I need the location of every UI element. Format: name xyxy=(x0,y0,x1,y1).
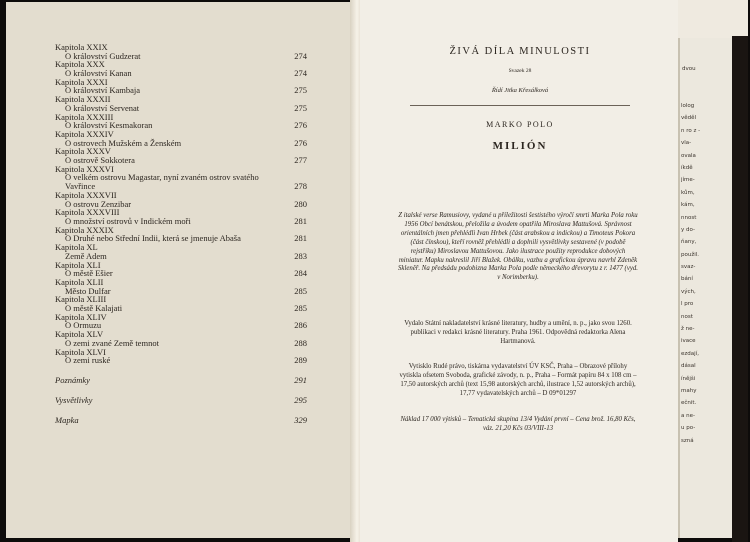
flap-text-line: ečnit. xyxy=(681,400,697,407)
flap-text-line: ňany, xyxy=(681,239,697,246)
toc-entry-text: O velkém ostrovu Magastar, nyní zvaném ostrov svatého xyxy=(65,172,259,183)
flap-text-line: dásal xyxy=(681,363,696,370)
toc-entry-text: O království Gudzerat xyxy=(65,50,141,61)
toc-entry-text: O zemi zvané Země temnot xyxy=(65,337,159,348)
toc-page-number: 281 xyxy=(294,233,307,244)
toc-entry-text: Vavřince xyxy=(65,181,96,192)
flap-text-line: ž ne- xyxy=(681,326,695,333)
toc-entry-text: Kapitola XLIV xyxy=(55,311,107,322)
toc-entry-text: Poznámky xyxy=(55,375,90,385)
toc-entry-text: O království Kesmakoran xyxy=(65,120,153,131)
toc-entry-text: O ostrovech Mužském a Ženském xyxy=(65,137,182,148)
toc-page-number: 286 xyxy=(294,320,307,331)
flap-text-line: ezdají, xyxy=(681,350,699,357)
toc-page-number: 288 xyxy=(294,337,307,348)
flap-text-line: vla- xyxy=(681,140,692,147)
toc-entry-text: Město Dulfar xyxy=(65,285,111,296)
flap-text-line: věděl xyxy=(681,115,697,122)
colophon-printer: Vytisklo Rudé právo, tiskárna vydavatelství ÚV KSČ, Praha – Obrazové přílohy vytiskla ofsetem Svoboda, grafické závody, n. p., Praha – Formát papíru 84 x 108 cm – 17,50 autorských archů (text 15,98 autorských archů, ilustrace 1,52 autorských archů), 17,77 vydavatelských archů – D 09*01297 xyxy=(399,363,637,397)
toc-page-number: 275 xyxy=(294,102,307,113)
toc-page-number: 277 xyxy=(294,155,307,165)
flap-text-line: nnost xyxy=(681,214,697,221)
jacket-flap-top xyxy=(678,0,748,40)
toc-page-number: 291 xyxy=(294,375,307,385)
toc-entry-text: Kapitola XXXIX xyxy=(55,224,114,235)
flap-text-line: ínějši xyxy=(681,375,696,382)
toc-page-number: 285 xyxy=(294,303,307,313)
flap-text-line: u po- xyxy=(681,425,696,432)
toc-entry-text: Kapitola XLIII xyxy=(55,294,107,305)
toc-page-number: 276 xyxy=(294,137,307,148)
toc-page-number: 276 xyxy=(294,120,307,131)
flap-text-line: vých, xyxy=(681,288,696,295)
flap-text-line: nost xyxy=(681,313,693,320)
toc-page-number: 285 xyxy=(294,285,307,296)
flap-text-line: a ne- xyxy=(681,412,695,419)
toc-entry-text: Kapitola XXXII xyxy=(55,94,111,105)
toc-entry-text: Vysvětlivky xyxy=(55,394,93,405)
series-title: ŽIVÁ DÍLA MINULOSTI xyxy=(449,46,591,57)
colophon-edition: Náklad 17 000 výtisků – Tematická skupina 13/4 Vydání první – Cena brož. 16,80 Kčs, váz. 21,20 Kčs 03/VIII-13 xyxy=(400,416,636,432)
author-name: MARKO POLO xyxy=(486,120,554,129)
flap-text-line: mahy xyxy=(681,387,697,394)
toc-page-number: 281 xyxy=(294,216,307,226)
flap-text xyxy=(681,100,733,447)
toc-entry-text: O Ormuzu xyxy=(65,320,102,331)
toc-entry-text: Kapitola XLVI xyxy=(55,346,106,357)
toc-page-number: 278 xyxy=(294,181,307,192)
flap-text-line: použil. xyxy=(681,251,700,258)
toc-entry-text: O zemi ruské xyxy=(65,355,111,366)
toc-section-entry xyxy=(55,395,307,406)
flap-text-line: n ro z - xyxy=(681,127,701,134)
flap-text-line: ivace xyxy=(681,338,696,345)
flap-text-line: íkdě xyxy=(681,164,693,171)
toc-entry-text: O království Kanan xyxy=(65,68,132,78)
toc-page-number: 283 xyxy=(294,250,307,261)
flap-text-line: svaz- xyxy=(681,264,696,271)
toc-page-number: 274 xyxy=(294,68,307,78)
toc-entry-text: Kapitola XLI xyxy=(55,259,101,270)
flap-text-line: kům, xyxy=(681,189,695,196)
toc-entry-text: O ostrovu Zenzibar xyxy=(65,198,132,209)
colophon-translation: Z italské verse Ramusiovy, vydané u příležitosti šestistého výročí smrti Marka Pola roku 1956 Obcí benátskou, přeložila a úvodem opatřila Miroslava Mattušová. Správnost orientálních jmen přehlédli Ivan Hrbek (část arabskou a indickou) a Timoteus Pokora (část čínskou), kteří rovněž přehlédli a doplnili vysvětlivky sestavené (v podobě rejstříku) Miroslavou Mattušovou. Jako ilustrace použity reprodukce dobových miniatur. Mapku nakreslil Jiří Blažek. Obálku, vazbu a grafickou úpravu navrhl Zdeněk Skleněř. Na předsádu podobizna Marka Pola podle německého dřevorytu z r. 1477 (vyd. v Norimberku). xyxy=(398,212,638,282)
toc-entry-text: Země Adem xyxy=(65,250,107,261)
flap-text-line: y do- xyxy=(681,226,695,233)
flap-text-line: bání xyxy=(681,276,693,283)
colophon-publisher: Vydalo Státní nakladatelství krásné literatury, hudby a umění, n. p., jako svou 1260. publikaci v redakci krásné literatury. Praha 1961. Odpovědná redaktorka Alena Hartmanová. xyxy=(404,320,632,345)
toc-page-number: 295 xyxy=(294,394,307,405)
toc-entry-text: Kapitola XLII xyxy=(55,277,104,287)
toc-section-entry xyxy=(55,375,307,386)
toc-entry-text: Kapitola XXXVI xyxy=(55,163,114,174)
toc-entry-text: Kapitola XXXI xyxy=(55,76,108,87)
toc-entry-text: O městě Kalajati xyxy=(65,303,123,313)
toc-entry-text: Mapka xyxy=(55,414,79,425)
toc-entry-text: O množství ostrovů v Indickém moři xyxy=(65,216,191,226)
toc-entry xyxy=(55,355,307,366)
toc-entry-text: Kapitola XXX xyxy=(55,59,105,70)
flap-text-line: ovala xyxy=(681,152,696,159)
book-title: MILIÓN xyxy=(492,140,548,152)
toc-page-number: 329 xyxy=(294,414,307,425)
toc-page-number: 274 xyxy=(294,50,307,61)
toc-entry-text: O Druhé nebo Střední Indii, která se jmenuje Abaša xyxy=(65,233,241,244)
flap-top-text: dvou xyxy=(682,66,696,72)
flap-text-line: jíme- xyxy=(681,177,695,184)
flap-text-line: lolog xyxy=(681,103,695,109)
toc-entry-text: Kapitola XLV xyxy=(55,329,104,340)
toc-section-entry xyxy=(55,415,307,426)
toc-entry-text: O ostrově Sokkotera xyxy=(65,155,135,165)
series-editor: Řídí Jitka Křesálková xyxy=(491,87,549,94)
jacket-flap-edge xyxy=(732,36,748,542)
toc-entry-text: Kapitola XXIX xyxy=(55,42,108,52)
toc-entry-text: Kapitola XXXV xyxy=(55,146,111,157)
flap-text-line: kám, xyxy=(681,202,695,209)
toc-entry-text: Kapitola XL xyxy=(55,242,98,253)
divider xyxy=(410,105,630,106)
toc-page-number: 284 xyxy=(294,268,307,279)
toc-page-number: 280 xyxy=(294,198,307,209)
toc-entry-text: Kapitola XXXIII xyxy=(55,111,114,122)
toc-page-number: 289 xyxy=(294,355,307,366)
flap-text-line: l pro xyxy=(681,301,694,308)
toc-entry-text: Kapitola XXXVII xyxy=(55,190,117,200)
toc-entry-text: Kapitola XXXIV xyxy=(55,129,114,139)
toc-entry-text: O království Servenat xyxy=(65,102,140,113)
volume-number: Svazek 28 xyxy=(508,68,532,74)
toc-page-number: 275 xyxy=(294,85,307,96)
toc-entry-text: Kapitola XXXVIII xyxy=(55,207,120,218)
flap-text-line: szná xyxy=(681,437,694,444)
toc-entry-text: O království Kambaja xyxy=(65,85,141,96)
toc-entry-text: O městě Ešier xyxy=(65,268,113,279)
